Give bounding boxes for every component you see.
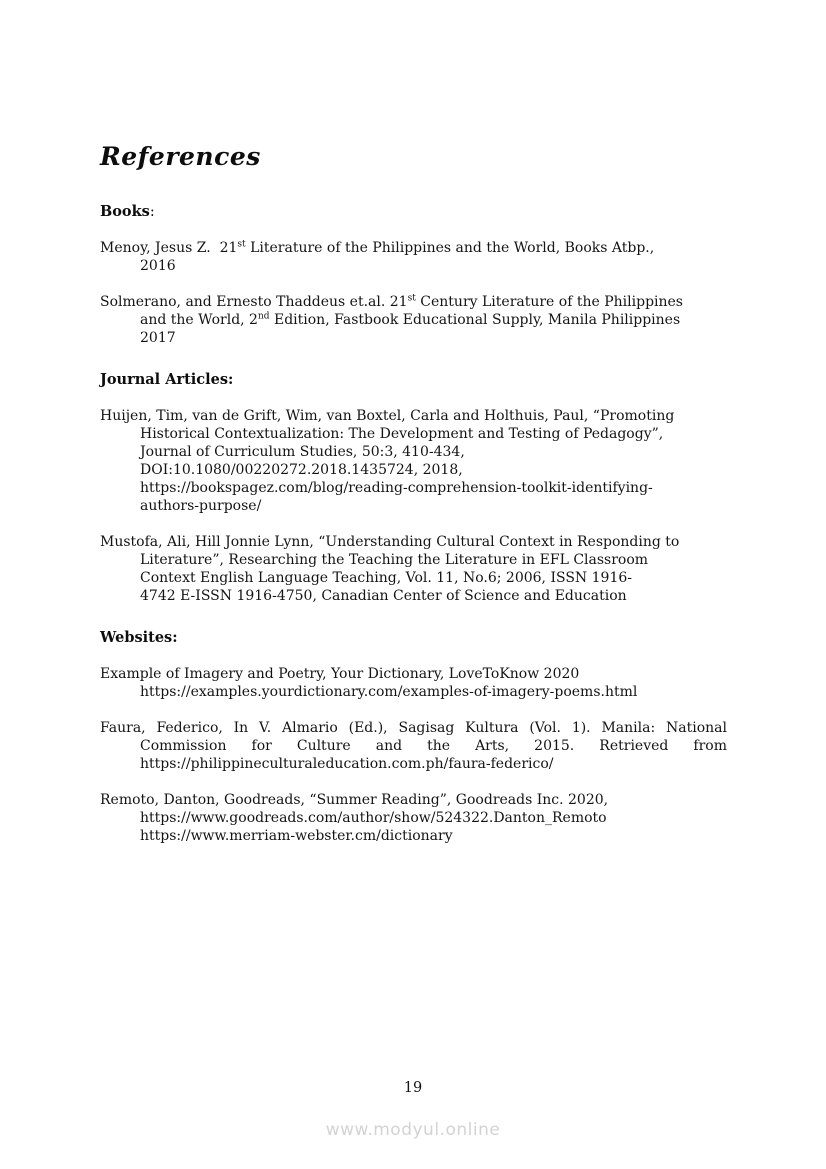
section-heading — [100, 371, 727, 389]
section-heading-colon: : — [149, 204, 155, 220]
reference-line: 2016 — [140, 258, 176, 274]
section-heading-text: Books — [100, 203, 150, 220]
reference-line: Context English Language Teaching, Vol. 11, No.6; 2006, ISSN 1916- — [140, 570, 632, 586]
reference-entry — [100, 407, 727, 515]
page-number: 19 — [403, 1080, 423, 1096]
ordinal-superscript: st — [407, 293, 416, 304]
reference-line: Journal of Curriculum Studies, 50:3, 410-434, — [140, 444, 465, 460]
reference-entry — [100, 239, 727, 275]
reference-line: https://www.merriam-webster.cm/dictionary — [140, 828, 453, 844]
reference-line: and the World, 2nd Edition, Fastbook Educational Supply, Manila Philippines — [140, 311, 681, 328]
reference-entry — [100, 791, 727, 845]
ordinal-superscript: nd — [257, 311, 270, 322]
reference-line: DOI:10.1080/00220272.2018.1435724, 2018, — [140, 462, 463, 478]
reference-line: https://philippineculturaleducation.com.ph/faura-federico/ — [140, 756, 554, 772]
watermark: www.modyul.online — [325, 1120, 501, 1140]
reference-entry — [100, 533, 727, 605]
section-heading-text: Websites: — [100, 629, 178, 646]
reference-line: Example of Imagery and Poetry, Your Dictionary, LoveToKnow 2020 — [100, 666, 580, 682]
reference-line: https://examples.yourdictionary.com/examples-of-imagery-poems.html — [140, 684, 638, 700]
ordinal-superscript: st — [237, 239, 246, 250]
reference-line: authors-purpose/ — [140, 498, 262, 514]
reference-line: https://www.goodreads.com/author/show/524322.Danton_Remoto — [140, 810, 607, 826]
page-content — [100, 143, 727, 863]
reference-line: Historical Contextualization: The Development and Testing of Pedagogy”, — [140, 426, 664, 442]
reference-entry — [100, 293, 727, 347]
section-heading — [100, 203, 727, 221]
reference-line: 2017 — [140, 330, 176, 346]
reference-line: https://bookspagez.com/blog/reading-comprehension-toolkit-identifying- — [140, 480, 653, 496]
reference-line: Menoy, Jesus Z. 21st Literature of the Philippines and the World, Books Atbp., — [100, 239, 655, 256]
reference-line: Remoto, Danton, Goodreads, “Summer Reading”, Goodreads Inc. 2020, — [100, 792, 609, 808]
reference-entry — [100, 665, 727, 701]
reference-line: Commission for Culture and the Arts, 2015. Retrieved from — [140, 738, 727, 754]
reference-line: 4742 E-ISSN 1916-4750, Canadian Center of Science and Education — [140, 588, 627, 604]
reference-line: Faura, Federico, In V. Almario (Ed.), Sagisag Kultura (Vol. 1). Manila: National — [100, 720, 727, 736]
reference-line: Mustofa, Ali, Hill Jonnie Lynn, “Understanding Cultural Context in Responding to — [100, 534, 680, 550]
section-heading — [100, 629, 727, 647]
reference-line: Literature”, Researching the Teaching the Literature in EFL Classroom — [140, 552, 649, 568]
reference-line: Huijen, Tim, van de Grift, Wim, van Boxtel, Carla and Holthuis, Paul, “Promoting — [100, 408, 675, 424]
page-title: References — [100, 142, 261, 171]
reference-line: Solmerano, and Ernesto Thaddeus et.al. 21st Century Literature of the Philippines — [100, 293, 683, 310]
references-list — [100, 203, 727, 845]
reference-entry — [100, 719, 727, 773]
section-heading-text: Journal Articles: — [100, 371, 234, 388]
